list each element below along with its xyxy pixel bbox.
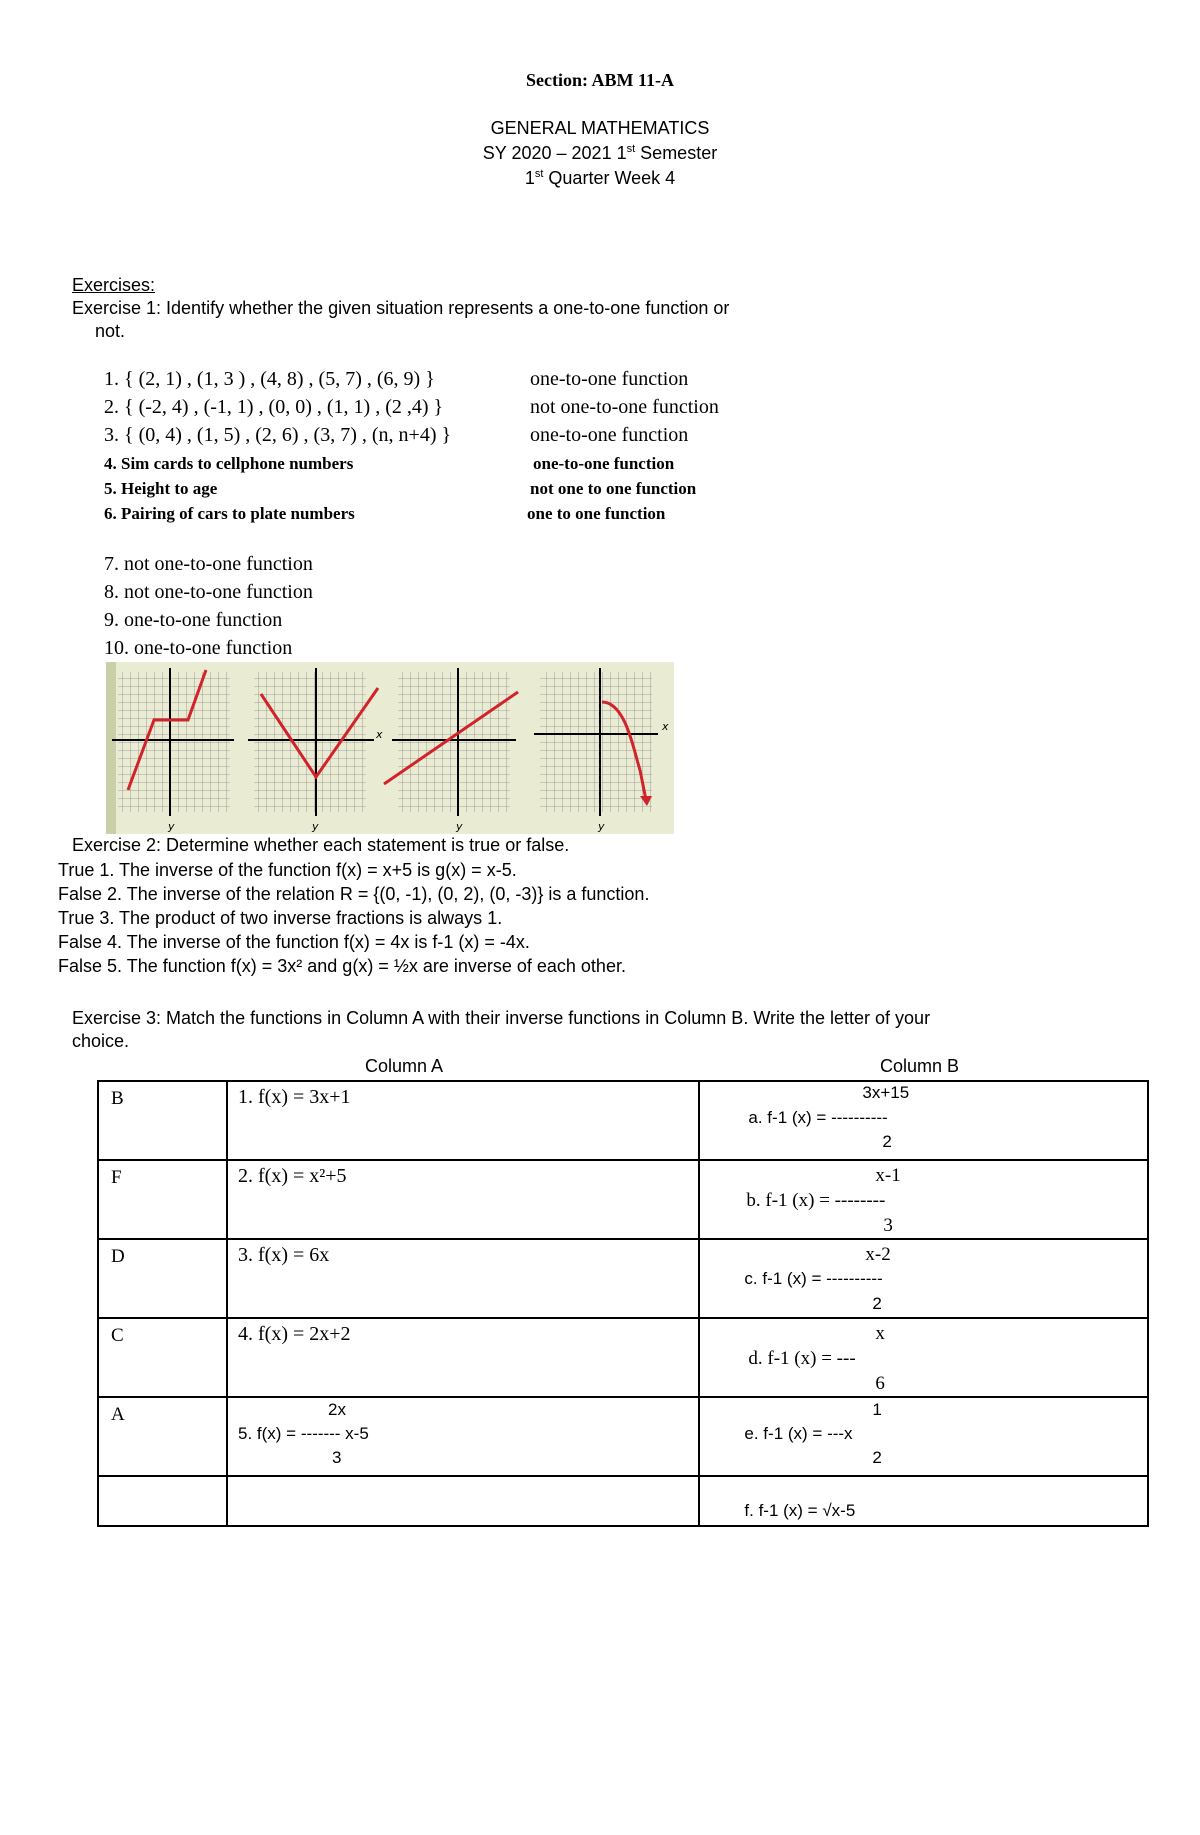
column-b-inverse: d. f-1 (x) = ---	[748, 1348, 856, 1369]
ex1-graph-answer-10: 10. one-to-one function	[104, 637, 293, 659]
column-a-function: 2. f(x) = x²+5	[238, 1165, 347, 1187]
column-b-numerator: 1	[872, 1400, 882, 1419]
ex1-answer-4: one-to-one function	[533, 454, 675, 473]
ex2-item-2: False 2. The inverse of the relation R = {(0, -1), (0, 2), (0, -3)} is a function.	[58, 884, 650, 904]
column-b-denominator: 2	[872, 1294, 882, 1313]
ex1-answer-5: not one to one function	[530, 479, 697, 498]
column-a-heading: Column A	[365, 1056, 444, 1076]
ex1-graph-answer-8: 8. not one-to-one function	[104, 581, 313, 603]
ex1-answer-3: one-to-one function	[530, 424, 689, 446]
subject-title: GENERAL MATHEMATICS	[490, 118, 710, 138]
ex1-answer-1: one-to-one function	[530, 368, 689, 390]
column-b-inverse: f. f-1 (x) = √x-5	[744, 1501, 856, 1520]
column-b-numerator: x-2	[865, 1244, 891, 1265]
ex1-item-5: 5. Height to age	[104, 479, 218, 498]
ex2-item-1: True 1. The inverse of the function f(x) = x+5 is g(x) = x-5.	[58, 860, 517, 880]
column-b-denominator: 6	[875, 1373, 885, 1394]
function-graphs	[106, 662, 674, 834]
section-label: Section: ABM 11-A	[526, 70, 674, 90]
graph-7-y-label: y	[168, 820, 175, 833]
column-b-denominator: 3	[883, 1215, 893, 1236]
column-b-numerator: x-1	[875, 1165, 901, 1186]
graph-10-y-label: y	[598, 820, 605, 833]
column-b-inverse: a. f-1 (x) = ----------	[748, 1108, 888, 1127]
table-row	[98, 1160, 1148, 1239]
graph-8-y-label: y	[312, 820, 319, 833]
exercises-heading: Exercises:	[72, 275, 156, 295]
ex1-item-3: 3. { (0, 4) , (1, 5) , (2, 6) , (3, 7) , (n, n+4) }	[104, 424, 452, 446]
graph-9-y-label: y	[456, 820, 463, 833]
ex1-graph-answer-7: 7. not one-to-one function	[104, 553, 313, 575]
column-b-inverse: b. f-1 (x) = --------	[746, 1190, 886, 1211]
table-row	[98, 1476, 1148, 1526]
graph-8	[248, 668, 383, 833]
column-b-inverse: e. f-1 (x) = ---x	[744, 1424, 853, 1443]
ex1-item-1: 1. { (2, 1) , (1, 3 ) , (4, 8) , (5, 7) , (6, 9) }	[104, 368, 435, 390]
exercise1-instruction-cont: not.	[95, 321, 126, 341]
ex1-item-4: 4. Sim cards to cellphone numbers	[104, 454, 354, 473]
column-a-function: 1. f(x) = 3x+1	[238, 1086, 351, 1108]
ex2-item-4: False 4. The inverse of the function f(x) = 4x is f-1 (x) = -4x.	[58, 932, 530, 952]
ex1-item-6: 6. Pairing of cars to plate numbers	[104, 504, 355, 523]
graph-10-x-label: x	[662, 720, 669, 733]
column-b-numerator: x	[875, 1323, 885, 1344]
answer-letter: C	[111, 1325, 124, 1346]
school-year: SY 2020 – 2021 1st Semester	[482, 143, 718, 163]
ex1-answer-2: not one-to-one function	[530, 396, 719, 418]
column-a-function: 5. f(x) = ------- x-5	[238, 1424, 369, 1443]
column-a-numerator: 2x	[328, 1400, 346, 1419]
matching-table	[97, 1080, 1149, 1527]
table-row	[98, 1239, 1148, 1318]
column-a-function: 4. f(x) = 2x+2	[238, 1323, 351, 1345]
table-row	[98, 1318, 1148, 1397]
quarter-week: 1st Quarter Week 4	[524, 168, 676, 188]
column-b-numerator: 3x+15	[862, 1083, 910, 1102]
column-a-denominator: 3	[332, 1448, 342, 1467]
graph-9	[384, 668, 518, 833]
answer-letter: A	[111, 1404, 125, 1425]
column-a-function: 3. f(x) = 6x	[238, 1244, 330, 1266]
ex1-answer-6: one to one function	[527, 504, 666, 523]
column-b-inverse: c. f-1 (x) = ----------	[744, 1269, 883, 1288]
ex2-item-5: False 5. The function f(x) = 3x² and g(x) = ½x are inverse of each other.	[58, 956, 626, 976]
exercise3-instruction-cont: choice.	[72, 1031, 130, 1051]
column-b-heading: Column B	[880, 1056, 960, 1076]
exercise2-instruction: Exercise 2: Determine whether each statement is true or false.	[72, 835, 570, 855]
answer-letter: F	[111, 1167, 122, 1188]
ex1-item-2: 2. { (-2, 4) , (-1, 1) , (0, 0) , (1, 1) , (2 ,4) }	[104, 396, 444, 418]
answer-letter: D	[111, 1246, 125, 1267]
table-row	[98, 1081, 1148, 1160]
ex1-graph-answer-9: 9. one-to-one function	[104, 609, 283, 631]
graph-7	[112, 668, 234, 833]
column-b-denominator: 2	[882, 1132, 892, 1151]
answer-letter: B	[111, 1088, 124, 1109]
ex2-item-3: True 3. The product of two inverse fractions is always 1.	[58, 908, 503, 928]
column-b-denominator: 2	[872, 1448, 882, 1467]
exercise3-instruction: Exercise 3: Match the functions in Column A with their inverse functions in Column B. Write the letter of your	[72, 1008, 931, 1028]
exercise1-instruction: Exercise 1: Identify whether the given situation represents a one-to-one function or	[72, 298, 730, 318]
graph-10	[534, 668, 669, 833]
graph-8-x-label: x	[376, 728, 383, 741]
table-row	[98, 1397, 1148, 1476]
